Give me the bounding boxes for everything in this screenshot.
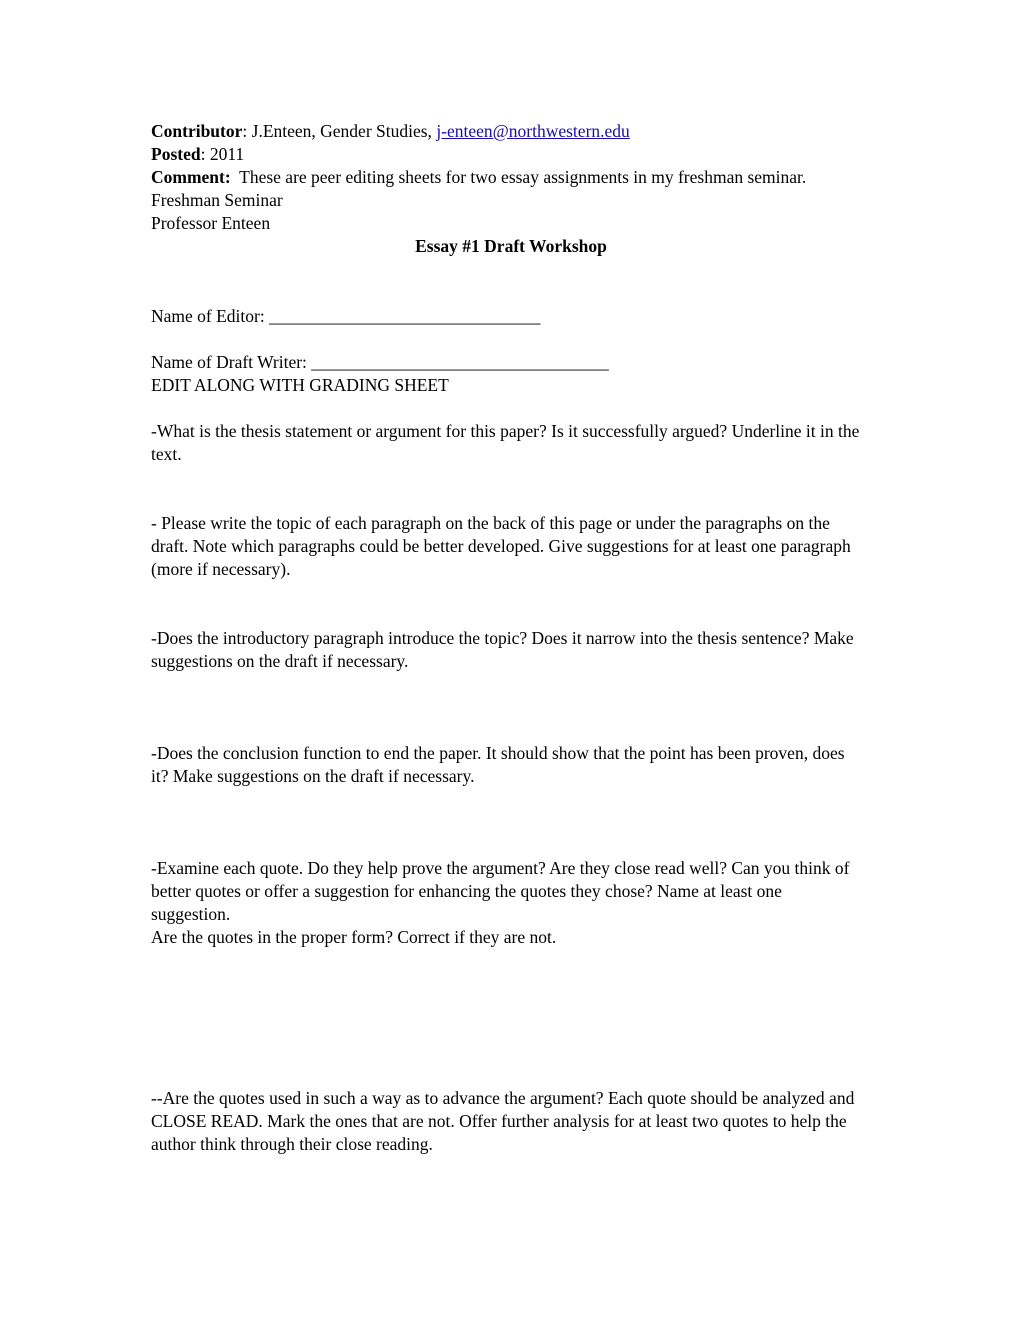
posted-line [151,143,861,166]
question-quotes: -Examine each quote. Do they help prove the argument? Are they close read well? Can you think of better quotes or offer a suggestion for enhancing the quotes they chose? Name at least one suggestion. [151,858,850,924]
question-thesis: -What is the thesis statement or argument for this paper? Is it successfully argued? Underline it in the text. [151,421,860,464]
document-header [151,120,861,258]
question-introduction: -Does the introductory paragraph introduce the topic? Does it narrow into the thesis sentence? Make suggestions on the draft if necessary. [151,628,854,671]
question-quote-form: Are the quotes in the proper form? Correct if they are not. [151,927,557,947]
page-title: Essay #1 Draft Workshop [415,236,607,256]
question-quote-analysis: --Are the quotes used in such a way as to advance the argument? Each quote should be analyzed and CLOSE READ. Mark the ones that are not. Offer further analysis for at least two quotes to help the author think through their close reading. [151,1088,855,1154]
contributor-value: : J.Enteen, Gender Studies, [242,121,437,141]
comment-line [151,166,861,189]
writer-name-field: Name of Draft Writer: __________________________________ [151,352,609,372]
professor-name: Professor Enteen [151,213,271,233]
question-paragraph-topics: - Please write the topic of each paragraph on the back of this page or under the paragraphs on the draft. Note which paragraphs could be better developed. Give suggestions for at least one paragraph (more if necessary). [151,513,851,579]
course-name: Freshman Seminar [151,190,283,210]
contributor-email-link[interactable]: j-enteen@northwestern.edu [436,121,630,141]
contributor-line [151,120,861,143]
instruction-text: EDIT ALONG WITH GRADING SHEET [151,375,449,395]
posted-value: : 2011 [200,144,245,164]
comment-label: Comment: [151,167,231,187]
posted-label: Posted [151,144,201,164]
question-conclusion: -Does the conclusion function to end the paper. It should show that the point has been proven, does it? Make suggestions on the draft if necessary. [151,743,845,786]
contributor-label: Contributor [151,121,243,141]
editor-name-field: Name of Editor: _______________________________ [151,306,541,326]
comment-value: These are peer editing sheets for two essay assignments in my freshman seminar. [230,167,807,187]
